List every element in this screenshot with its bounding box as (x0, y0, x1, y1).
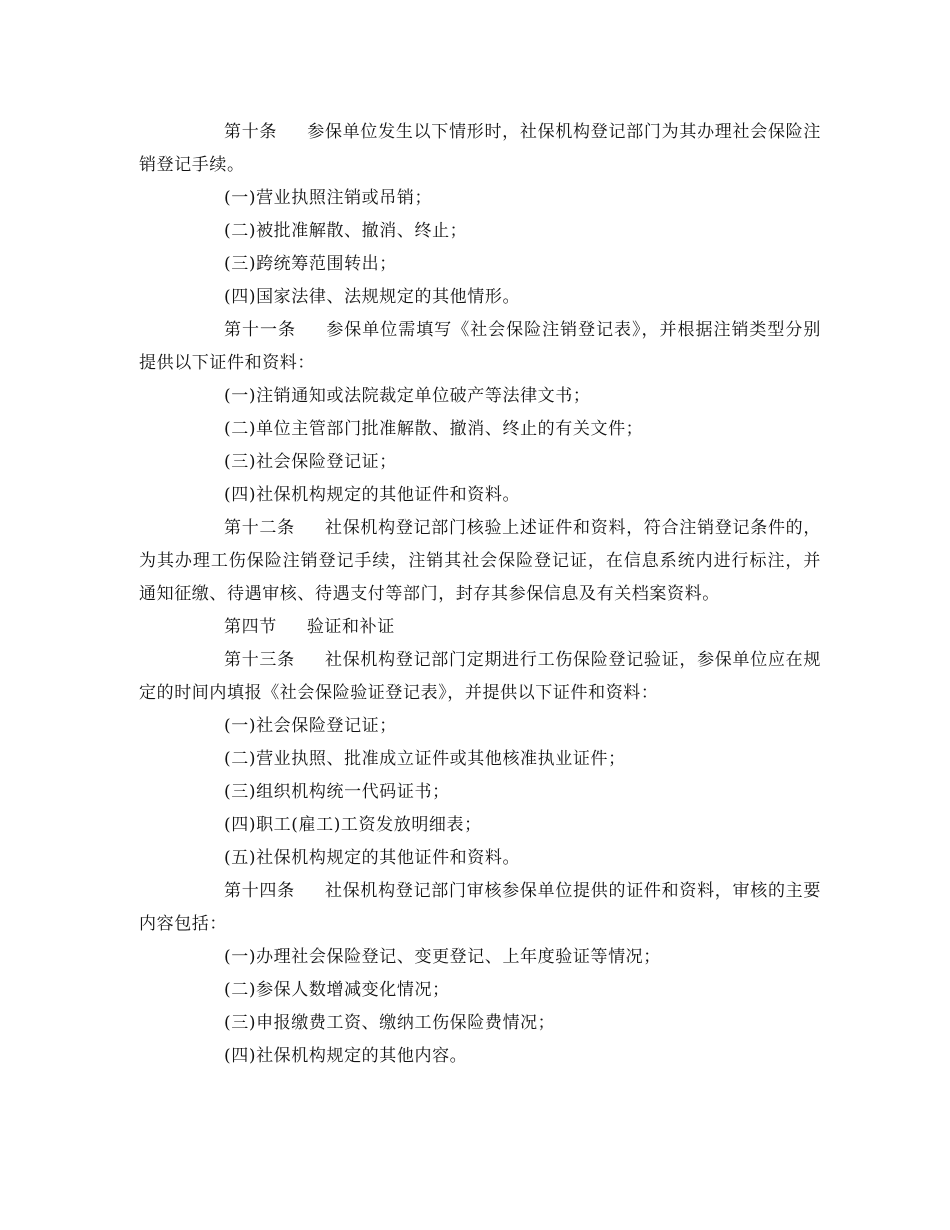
document-body (139, 116, 821, 1073)
list-item (139, 941, 821, 974)
paragraph-article-10 (139, 116, 821, 182)
list-item (139, 380, 821, 413)
paragraph-text: (二)被批准解散、撤消、终止； (224, 221, 468, 241)
list-item (139, 776, 821, 809)
paragraph-text: 社保机构登记部门核验上述证件和资料，符合注销登记条件的，为其办理工伤保险注销登记手续，注销其社会保险登记证，在信息系统内进行标注，并通知征缴、待遇审核、待遇支付等部门，封存其参保信息及有关档案资料。 (139, 518, 821, 604)
list-item (139, 248, 821, 281)
list-item (139, 413, 821, 446)
paragraph-text: (二)单位主管部门批准解散、撤消、终止的有关文件； (224, 419, 644, 439)
list-item (139, 809, 821, 842)
article-heading: 第十二条 (224, 518, 295, 538)
paragraph-text: (三)跨统筹范围转出； (224, 254, 397, 274)
paragraph-text: (五)社保机构规定的其他证件和资料。 (224, 848, 521, 868)
paragraph-text: (一)社会保险登记证； (224, 716, 397, 736)
list-item (139, 479, 821, 512)
paragraph-article-11 (139, 314, 821, 380)
article-heading: 第十三条 (224, 650, 295, 670)
article-heading: 第十四条 (224, 881, 295, 901)
list-item (139, 842, 821, 875)
paragraph-text: (一)注销通知或法院裁定单位破产等法律文书； (224, 386, 591, 406)
paragraph-text: 参保单位发生以下情形时，社保机构登记部门为其办理社会保险注销登记手续。 (139, 122, 821, 175)
article-heading: 第十条 (224, 122, 278, 142)
list-item (139, 182, 821, 215)
list-item (139, 1040, 821, 1073)
paragraph-text: (二)营业执照、批准成立证件或其他核准执业证件； (224, 749, 626, 769)
list-item (139, 446, 821, 479)
paragraph-text: (一)营业执照注销或吊销； (224, 188, 433, 208)
paragraph-text: (四)社保机构规定的其他证件和资料。 (224, 485, 521, 505)
list-item (139, 743, 821, 776)
paragraph-text: (四)职工(雇工)工资发放明细表； (224, 815, 482, 835)
list-item (139, 281, 821, 314)
paragraph-text: (三)社会保险登记证； (224, 452, 397, 472)
paragraph-text: 社保机构登记部门定期进行工伤保险登记验证，参保单位应在规定的时间内填报《社会保险验证登记表》，并提供以下证件和资料： (139, 650, 821, 703)
list-item (139, 215, 821, 248)
section-title: 验证和补证 (306, 617, 395, 637)
list-item (139, 1007, 821, 1040)
section-number: 第四节 (224, 617, 277, 637)
paragraph-text: (一)办理社会保险登记、变更登记、上年度验证等情况； (224, 947, 661, 967)
paragraph-text: 参保单位需填写《社会保险注销登记表》，并根据注销类型分别提供以下证件和资料： (139, 320, 821, 373)
paragraph-text: (二)参保人数增减变化情况； (224, 980, 450, 1000)
paragraph-text: (三)申报缴费工资、缴纳工伤保险费情况； (224, 1013, 556, 1033)
paragraph-article-13 (139, 644, 821, 710)
paragraph-text: (四)社保机构规定的其他内容。 (224, 1046, 468, 1066)
paragraph-text: (三)组织机构统一代码证书； (224, 782, 450, 802)
article-heading: 第十一条 (224, 320, 296, 340)
section-heading (139, 611, 821, 644)
paragraph-text: 社保机构登记部门审核参保单位提供的证件和资料，审核的主要内容包括： (139, 881, 821, 934)
paragraph-article-12 (139, 512, 821, 611)
paragraph-article-14 (139, 875, 821, 941)
list-item (139, 710, 821, 743)
paragraph-text: (四)国家法律、法规规定的其他情形。 (224, 287, 521, 307)
list-item (139, 974, 821, 1007)
